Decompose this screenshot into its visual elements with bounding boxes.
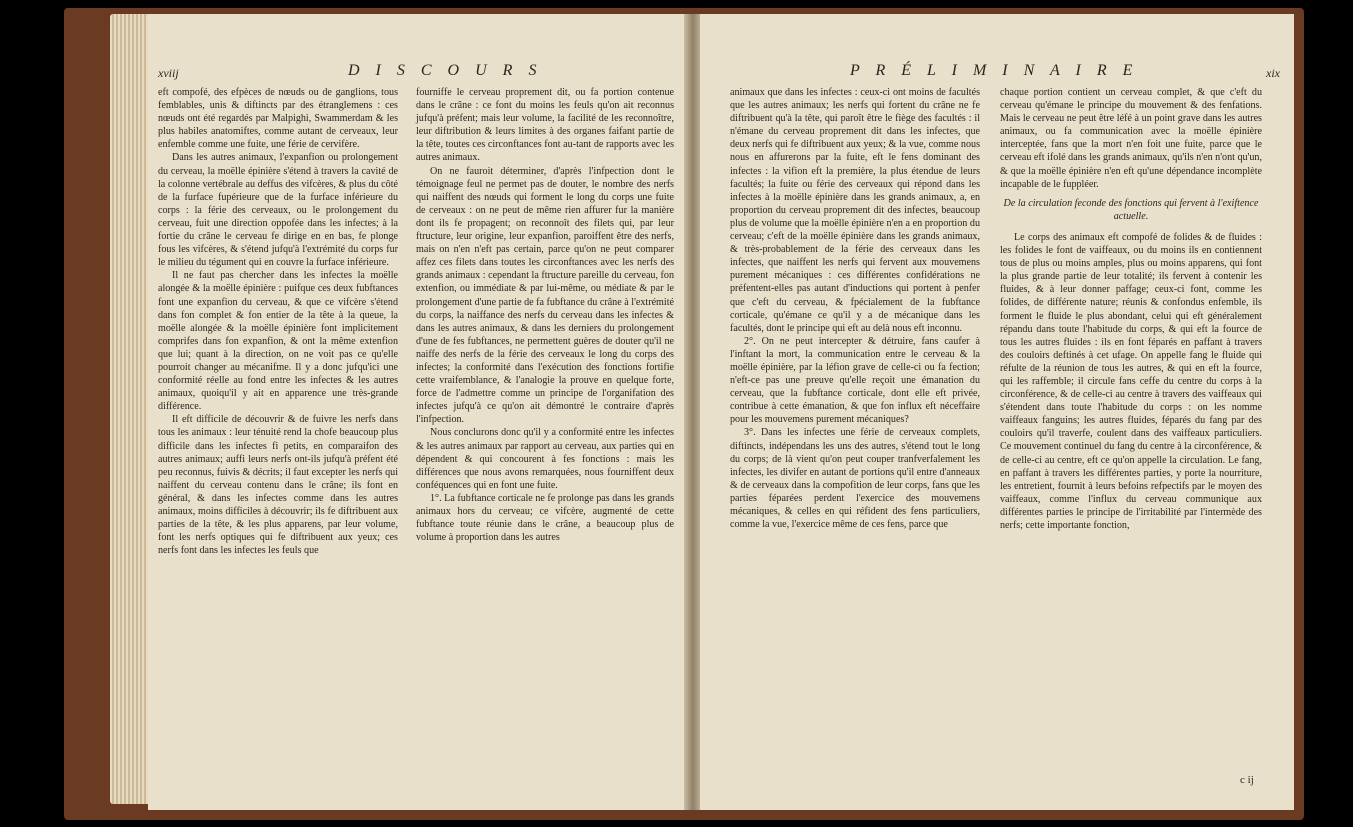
section-heading: De la circulation feconde des fonctions qui fervent à l'exiftence actuelle.	[1003, 197, 1259, 222]
signature-mark: c ij	[1240, 774, 1254, 786]
page-edges	[110, 14, 150, 804]
paragraph: eft compofé, des efpèces de nœuds ou de ganglions, tous femblables, unis & diftincts par des étranglemens : ces nœuds ont été regardés par Malpighi, Swammerdam & les plus habiles anatomiftes, comme autant de cerveaux, leur enfemble comme une fuite, une férie de cervifère.	[158, 87, 398, 151]
page-number: xviij	[158, 66, 179, 80]
page-number: xix	[1266, 66, 1280, 80]
running-head: P R É L I M I N A I R E	[850, 62, 1139, 79]
paragraph: 3°. Dans les infectes une férie de cerveaux complets, diftincts, indépendans les uns des autres, s'étend tout le long du corps; de là vient qu'on peut couper tranfverfalement les infectes, les divifer en autant de portions qu'il entre d'anneaux & de cerveaux dans la compofition de leur corps, fans que les parties féparées perdent l'exercice des mouvemens mécaniques, & celles en qui réfident des fens particuliers, comme la vue, l'exercice même de ces fens, parce que	[730, 427, 980, 531]
paragraph: On ne fauroit déterminer, d'après l'infpection dont le témoignage feul ne permet pas de douter, le nombre des nerfs qui naiffent des nœuds qui forment le long du corps une fuite de cerveaux : on ne peut de même rien affurer fur la manière dont ils fe propagent; on reconnoît des filets qui, par leur ftructure, leur origine, leur expanfion, paroiffent être des nerfs, mais on n'en n'eft pas certain, parce qu'on ne peut comparer affez ces filets dans toutes les circonftances avec les nerfs des grands animaux : cependant la ftructure pareille du cerveau, fon extenfion, ou immédiate & par lui-même, ou médiate & par le prolongement d'une partie de fa fubftance du crâne à l'extrémité du corps, la naiffance des nerfs du cerveau dans les infectes & dans les autres animaux, & dans les derniers du prolongement d'une de fes fubftances, ne permettent guères de douter qu'il ne naiffe des nerfs de la férie des cerveaux le long du corps des infectes; la conformité dans l'exécution des fonctions fortifie cette vraifemblance, & l'analogie la prouve en quelque forte, force de l'admettre comme un principe de l'organifation des infectes jufqu'à ce qu'on ait démontré le contraire d'après l'infpection.	[416, 165, 674, 426]
paragraph: chaque portion contient un cerveau complet, & que c'eft du cerveau qu'émane le principe du mouvement & des fenfations. Mais le cerveau ne peut être léfé à un point grave dans les autres animaux, ou fa communication avec la moëlle épinière interceptée, fans que la mort n'en foit une fuite, parce que le cerveau eft ifolé dans les grands animaux, qu'ils n'en n'ont qu'un, & que la moëlle épinière n'en eft qu'une dépendance incomplète incapable de le fuppléer.	[1000, 87, 1262, 190]
left-page	[148, 14, 686, 810]
paragraph: 1°. La fubftance corticale ne fe prolonge pas dans les grands animaux hors du cerveau; ce vifcère, augmenté de cette fubftance toute réunie dans le crâne, a beaucoup plus de volume à proportion dans les autres	[416, 492, 674, 544]
right-page	[700, 14, 1294, 810]
text-column-1	[730, 86, 980, 531]
paragraph: 2°. On ne peut intercepter & détruire, fans caufer à l'inftant la mort, la communication entre le cerveau & la moëlle épinière, par la léfion grave de celle-ci ou fa fection; n'eft-ce pas une preuve qu'elle reçoit une émanation du cerveau, que la fubftance corticale, dont elle eft privée, contribue à cette émanation, & que fon influx eft néceffaire pour les mouvemens purement mécaniques?	[730, 335, 980, 426]
paragraph: Le corps des animaux eft compofé de folides & de fluides : les folides le font de vaiffeaux, ou du moins ils en contiennent tous de plus ou moins amples, plus ou moins apparens, qui font la plus grande partie de leur totalité; ils fervent à contenir les fluides, & à leur donner paffage; ceux-ci font, comme les folides, de différente nature; réunis & confondus enfemble, ils forment le fluide le plus abondant, celui qui eft généralement répandu dans toute l'habitude du corps, & qui eft la fource de tous les autres fluides : ils en font féparés en paffant à travers des couloirs deftinés à cet ufage. On appelle fang le fluide qui réfulte de la réunion de tous les autres, & qui en eft la fource, qui les raffemble; il circule fans ceffe du centre du corps à la circonférence, & de celle-ci au centre à travers des vaiffeaux qui s'étendent dans toute l'habitude du corps : on les nomme vaiffeaux fanguins; les autres fluides, féparés du fang par des couloirs qu'il traverfe, coulent dans des vaiffeaux particuliers. Ce mouvement continuel du fang du centre à la circonférence, & de celle-ci au centre, eft ce qu'on appelle la circulation. Le fang, en paffant à travers les différentes parties, y porte la nourriture, les entretient, fournit à leurs befoins refpectifs par le moyen des vaiffeaux, comme l'influx du cerveau communique aux différentes parties le principe de l'irritabilité par l'intermède des nerfs; cette importante fonction,	[1000, 231, 1262, 531]
running-head: D I S C O U R S	[348, 62, 543, 79]
text-column-2	[1000, 86, 1262, 532]
paragraph: animaux que dans les infectes : ceux-ci ont moins de facultés que les autres animaux; les nerfs qui fortent du crâne ne fe diftribuent qu'à la tête, qui paroît être le fiège des facultés : il n'émane du cerveau proprement dit dans les infectes, que deux nerfs qui fe diftribuent aux yeux; & la vue, comme nous nous en affurerons par la fuite, eft le fens dominant des infectes : la vifion eft la première, la plus étendue de leurs facultés; la fuite ou férie des cerveaux qui répond dans les infectes à la moëlle épinière dans les grands animaux, a, en proportion du cerveau proprement dit des infectes, beaucoup plus de volume que la moëlle épinière n'en a en proportion du cerveau; c'eft de la moëlle épinière dans les grands animaux, & très-probablement de la férie des cerveaux dans les infectes, que naiffent les nerfs qui fervent aux mouvemens purement mécaniques : ces différentes confidérations ne préfentent-elles pas autant d'inductions qui portent à penfer que c'eft du cerveau, & fpécialement de la fubftance corticale, qu'émane ce qu'il y a de mécanique dans les facultés, dont le principe qui eft au delà nous eft inconnu.	[730, 87, 980, 334]
paragraph: Dans les autres animaux, l'expanfion ou prolongement du cerveau, la moëlle épinière s'étend à travers la cavité de la colonne vertébrale au deffus des vifcères, & plus du côté de la furface fupérieure que de la furface inférieure du corps : la férie des cerveaux, ou le prolongement du cerveau, fuit une direction oppofée dans les infectes; à la fortie du crâne le cerveau fe dirige en en bas, fe plonge fous les vifcères, & s'étend jufqu'à l'extrémité du corps fur le milieu du tégument qui en couvre la furface inférieure.	[158, 152, 398, 269]
paragraph: Nous conclurons donc qu'il y a conformité entre les infectes & les autres animaux par rapport au cerveau, aux parties qui en dépendent & qui concourent à fes fonctions : mais les différences que nous avons remarquées, nous fourniffent deux conféquences qui en font une fuite.	[416, 427, 674, 491]
paragraph: Il ne faut pas chercher dans les infectes la moëlle alongée & la moëlle épinière : puifque ces deux fubftances font une expanfion du cerveau, & que ce vifcère s'étend dans fon complet & fon entier de la tête à la queue, la moëlle alongée & la moëlle épinière font implicitement comprifes dans fon expanfion, & ont la même extenfion que lui; quant à la direction, on ne voit pas ce qu'elle pourroit changer au mécanifme. Il y a donc jufqu'ici une conformité réelle au fond entre les infectes & les autres animaux, quoiqu'il y ait en apparence une très-grande différence.	[158, 270, 398, 413]
text-column-2	[416, 86, 674, 544]
paragraph: Il eft difficile de découvrir & de fuivre les nerfs dans tous les animaux : leur ténuité rend la chofe beaucoup plus difficile dans les infectes fi petits, en comparaifon des autres animaux; auffi leurs nerfs ont-ils jufqu'à préfent été peu reconnus, fuivis & décrits; il faut excepter les nerfs qui naiffent du cerveau contenu dans le crâne; ils font en général, & dans les infectes comme dans les autres animaux, moins difficiles à découvrir; ils fe diftribuent aux parties de la tête, & les plus apparens, par leur volume, font les nerfs optiques qui fe diftribuent aux yeux; ces nerfs font dans les infectes les feuls que	[158, 414, 398, 557]
text-column-1	[158, 86, 398, 557]
paragraph: fourniffe le cerveau proprement dit, ou fa portion contenue dans le crâne : ce font du moins les feuls qu'on ait reconnus jufqu'à préfent; mais leur volume, la facilité de les reconnoître, leur diftribution & leurs limites à des organes faifant partie de la tête, toutes ces circonftances font au-tant de rapports avec les autres animaux.	[416, 87, 674, 164]
